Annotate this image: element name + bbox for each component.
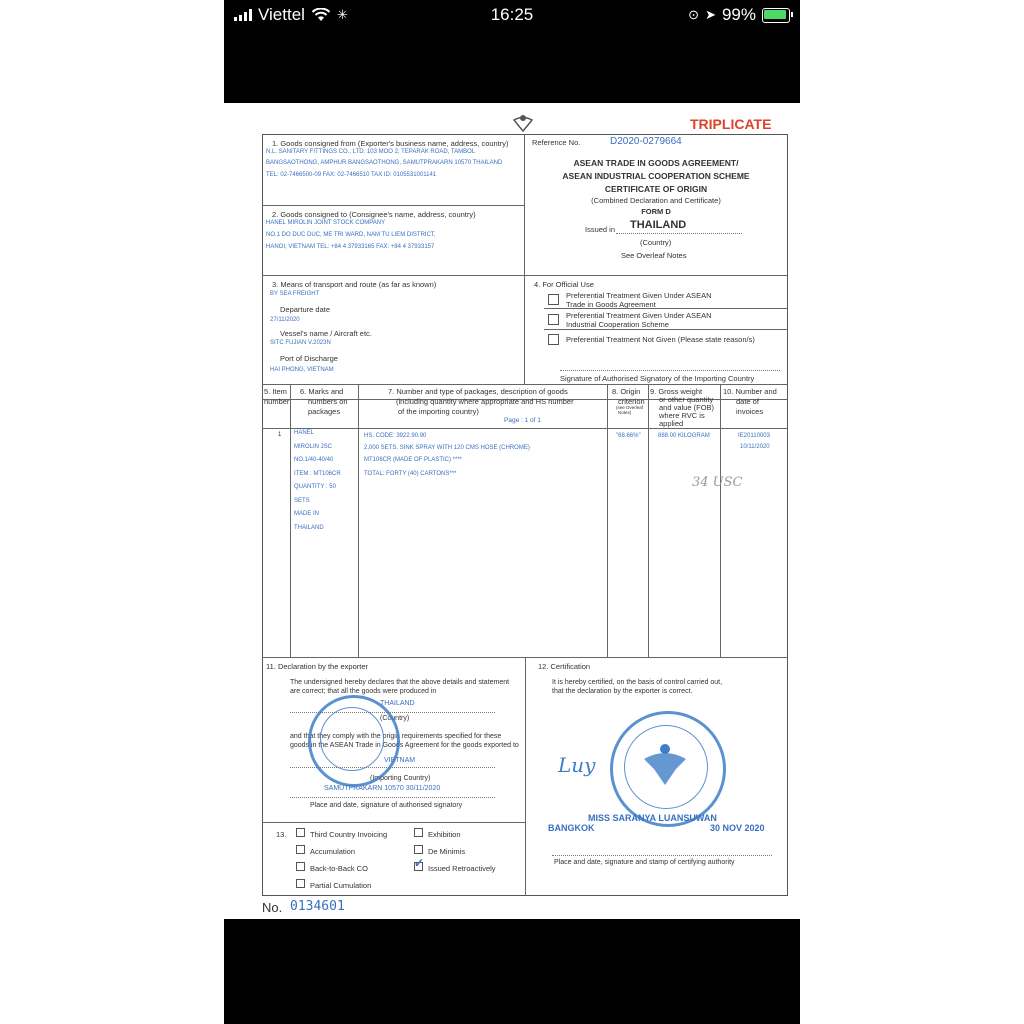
- dotted-line: [616, 233, 742, 234]
- serial-label: No.: [262, 900, 283, 915]
- divider: [525, 657, 526, 896]
- retro-check-mark: ✓: [414, 856, 425, 870]
- exhibition-checkbox[interactable]: [414, 828, 423, 837]
- divider: [544, 308, 788, 309]
- col9-label-c: and value (FOB): [659, 403, 715, 412]
- de-minimis-checkbox[interactable]: [414, 845, 423, 854]
- copy-label: TRIPLICATE: [690, 116, 772, 132]
- form-subtitle: (Combined Declaration and Certificate): [591, 196, 721, 205]
- invoice-date: 10/11/2020: [740, 444, 770, 450]
- declaration-text-2: are correct; that all the goods were produced in: [290, 688, 437, 695]
- col10-label-c: invoices: [736, 407, 764, 416]
- back-to-back-checkbox[interactable]: [296, 862, 305, 871]
- importing-country-label: (Importing Country): [370, 775, 431, 782]
- marks-line: NO.1/40-40/40: [294, 457, 334, 463]
- de-minimis-label: De Minimis: [428, 847, 466, 856]
- col8-label-b: criterion: [618, 397, 645, 406]
- box11-heading: 11. Declaration by the exporter: [266, 662, 369, 671]
- official-option-2b: Industrial Cooperation Scheme: [566, 320, 669, 329]
- country-label-11: (Country): [380, 715, 410, 722]
- handwritten-note: 34 USC: [692, 475, 743, 490]
- importing-signatory-label: Signature of Authorised Signatory of the Importing Country: [560, 374, 755, 383]
- divider: [720, 384, 721, 657]
- importing-country: VIETNAM: [384, 757, 416, 764]
- officer-signature: Luy: [558, 753, 596, 777]
- divider: [544, 329, 788, 330]
- box4-heading: 4. For Official Use: [534, 280, 594, 289]
- box1-heading: 1. Goods consigned from (Exporter's business name, address, country): [272, 139, 509, 148]
- col8-label-a: 8. Origin: [612, 387, 641, 396]
- status-time: 16:25: [490, 5, 534, 24]
- item-number: 1: [278, 432, 282, 438]
- goods-desc-1: 2,000 SETS. SINK SPRAY WITH 120 CMS HOSE (CHROME): [364, 445, 530, 451]
- consignee-line3: HANOI, VIETNAM TEL: +84 4 37933165 FAX: +84 4 37933157: [266, 244, 435, 250]
- declaration-text-1: The undersigned hereby declares that the above details and statement: [290, 679, 510, 686]
- divider: [262, 205, 524, 206]
- exhibition-label: Exhibition: [428, 830, 461, 839]
- dotted-line: [560, 370, 780, 371]
- third-country-label: Third Country Invoicing: [310, 830, 388, 839]
- invoice-number: IE20110003: [738, 433, 770, 439]
- form-title-1: ASEAN TRADE IN GOODS AGREEMENT/: [573, 158, 739, 168]
- certifying-officer: MISS SARANYA LUANSUWAN: [588, 813, 717, 823]
- certification-date: 30 NOV 2020: [710, 823, 765, 833]
- exporter-line1: N.L. SANITARY FITTINGS CO., LTD. 103 MOO 2, TEPARAK ROAD, TAMBOL: [266, 149, 476, 155]
- box13-label: 13.: [276, 830, 287, 839]
- back-to-back-label: Back-to-Back CO: [310, 864, 368, 873]
- transport-route: BY SEA FREIGHT: [270, 291, 320, 297]
- loading-spinner-icon: ✳: [336, 7, 348, 22]
- col9-label-a: 9. Gross weight: [650, 387, 703, 396]
- divider: [648, 384, 649, 657]
- col9-label-d: where RVC is: [659, 411, 705, 420]
- partial-cumulation-checkbox[interactable]: [296, 879, 305, 888]
- col6-label-c: packages: [308, 407, 341, 416]
- exporter-line3: TEL: 02-7466500-09 FAX: 02-7466510 TAX ID: 0105531001141: [266, 172, 437, 178]
- divider: [262, 275, 788, 276]
- carrier-name: Viettel: [258, 5, 305, 24]
- col7-label-b: (including quantity where appropriate and HS number: [396, 397, 574, 406]
- marks-line: QUANTITY : 50: [294, 484, 336, 490]
- exporter-line2: BANGSAOTHONG, AMPHUR BANGSAOTHONG, SAMUTPRAKARN 10570 THAILAND: [266, 160, 503, 166]
- dotted-line: [290, 797, 495, 798]
- rotation-lock-icon: ⊙: [688, 7, 700, 22]
- form-title-3: CERTIFICATE OF ORIGIN: [604, 184, 708, 194]
- certification-text-1: It is hereby certified, on the basis of control carried out,: [552, 679, 723, 686]
- consignee-line2: NO.1 DO DUC DUC, ME TRI WARD, NAM TU LIEM DISTRICT,: [266, 232, 436, 238]
- accumulation-label: Accumulation: [310, 847, 356, 856]
- box2-heading: 2. Goods consigned to (Consignee's name, address, country): [272, 210, 476, 219]
- certifier-sign-label: Place and date, signature and stamp of certifying authority: [554, 859, 735, 866]
- box3-heading: 3. Means of transport and route (as far as known): [272, 280, 437, 289]
- battery-percent: 99%: [721, 5, 756, 24]
- col8-label-c: (see Overleaf: [616, 405, 644, 410]
- official-option-2a: Preferential Treatment Given Under ASEAN: [566, 311, 712, 320]
- departure-value: 27/11/2020: [270, 317, 300, 323]
- garuda-emblem-icon: [512, 111, 534, 133]
- place-date-exporter: SAMUTPRAKARN 10570 30/11/2020: [324, 785, 441, 792]
- divider: [262, 428, 788, 429]
- vessel-value: SITC FUJIAN V.2023N: [270, 340, 331, 346]
- marks-line: SETS: [294, 497, 310, 504]
- serial-number: 0134601: [290, 899, 345, 914]
- origin-criterion: "68.66%": [616, 433, 641, 439]
- port-value: HAI PHONG, VIETNAM: [270, 367, 334, 373]
- col8-label-d: Notes): [618, 410, 632, 415]
- marks-line: MADE IN: [294, 511, 320, 517]
- col10-label-b: date of: [736, 397, 759, 406]
- box12-heading: 12. Certification: [538, 662, 591, 671]
- divider: [262, 822, 525, 823]
- issued-country: THAILAND: [630, 219, 687, 231]
- col7-label-a: 7. Number and type of packages, description of goods: [388, 387, 568, 396]
- marks-line: MIROLIN JSC: [294, 443, 333, 450]
- vessel-label: Vessel's name / Aircraft etc.: [280, 329, 372, 338]
- divider: [290, 384, 291, 657]
- col10-label-a: 10. Number and: [723, 387, 777, 396]
- col9-label-b: or other quantity: [659, 395, 714, 404]
- departure-label: Departure date: [280, 305, 331, 314]
- marks-line: THAILAND: [294, 524, 324, 531]
- location-arrow-icon: ➤: [705, 7, 716, 22]
- issued-retroactively-label: Issued Retroactively: [428, 864, 496, 873]
- marks-line: ITEM : MT106CR: [294, 470, 341, 477]
- issued-in-label: Issued in: [585, 225, 616, 234]
- exporter-stamp-inner: [320, 707, 384, 771]
- garuda-seal-icon: [642, 739, 688, 789]
- marks-line: HANEL: [294, 430, 315, 436]
- col5-label-a: 5. Item: [264, 387, 287, 396]
- col5-label-b: number: [264, 397, 290, 406]
- official-option-3: Preferential Treatment Not Given (Please state reason/s): [566, 335, 755, 344]
- overleaf-notes: See Overleaf Notes: [621, 251, 687, 260]
- goods-desc-3: TOTAL: FORTY (40) CARTONS***: [364, 471, 457, 477]
- declaration-text-3: and that they comply with the origin requirements specified for these: [290, 733, 502, 740]
- goods-desc-2: MT106CR (MADE OF PLASTIC) ****: [364, 457, 463, 463]
- col9-label-e: applied: [659, 419, 684, 428]
- battery-icon: [762, 8, 790, 23]
- divider: [262, 384, 788, 385]
- partial-cumulation-label: Partial Cumulation: [310, 881, 372, 890]
- page-indicator: Page : 1 of 1: [504, 417, 541, 424]
- official-option-3-checkbox[interactable]: [548, 334, 559, 345]
- consignee-line1: HANEL MIROLIN JOINT STOCK COMPANY: [266, 220, 386, 226]
- reference-number: D2020-0279664: [610, 136, 682, 147]
- status-right: [688, 5, 790, 25]
- status-bar: [224, 0, 800, 30]
- port-label: Port of Discharge: [280, 354, 338, 363]
- form-d-label: FORM D: [641, 207, 671, 216]
- accumulation-checkbox[interactable]: [296, 845, 305, 854]
- country-label: (Country): [640, 238, 672, 247]
- form-title-2: ASEAN INDUSTRIAL COOPERATION SCHEME: [562, 171, 750, 181]
- reference-label: Reference No.: [532, 138, 581, 147]
- hs-code: HS. CODE: 3922.90.90: [364, 433, 427, 439]
- third-country-checkbox[interactable]: [296, 828, 305, 837]
- exporter-sign-label: Place and date, signature of authorised signatory: [310, 802, 463, 809]
- dotted-line: [552, 855, 772, 856]
- gross-weight: 888.00 KILOGRAM: [658, 433, 710, 439]
- official-option-1-checkbox[interactable]: [548, 294, 559, 305]
- certification-text-2: that the declaration by the exporter is correct.: [552, 688, 693, 695]
- producing-country: THAILAND: [380, 700, 415, 707]
- certification-city: BANGKOK: [548, 823, 595, 833]
- certificate-document[interactable]: [224, 103, 800, 919]
- declaration-text-4: goods in the ASEAN Trade in Goods Agreement for the goods exported to: [290, 742, 519, 749]
- col7-label-c: of the importing country): [398, 407, 479, 416]
- official-option-1b: Trade in Goods Agreement: [566, 300, 656, 309]
- divider: [607, 384, 608, 657]
- divider: [358, 384, 359, 657]
- official-option-2-checkbox[interactable]: [548, 314, 559, 325]
- col6-label-b: numbers on: [308, 397, 348, 406]
- col6-label-a: 6. Marks and: [300, 387, 344, 396]
- official-option-1a: Preferential Treatment Given Under ASEAN: [566, 291, 712, 300]
